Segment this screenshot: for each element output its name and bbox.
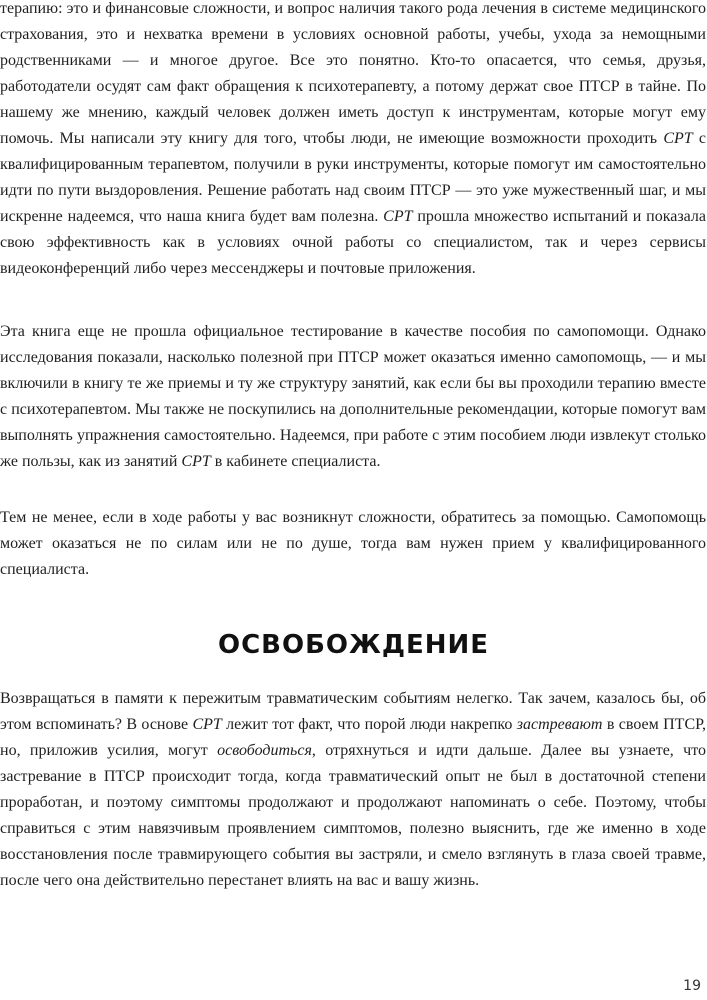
text-run: в кабинете специалиста. [210,453,381,470]
section-heading: ОСВОБОЖДЕНИЕ [217,630,490,660]
paragraph-2 [0,319,706,475]
italic-term: освободиться [217,742,312,759]
italic-term: застревают [516,716,603,733]
text-run: терапию: это и финансовые сложности, и вопрос наличия такого рода лечения в системе медицинского страхования, это и нехватка времени в условиях основной работы, учебы, ухода за немощными родственниками — и многое другое. Все это понятно. Кто-то опасается, что семья, друзья, работодатели осудят сам факт обращения к психотерапевту, а потому держат свое ПТСР в тайне. По нашему же мнению, каждый человек должен иметь доступ к инструментам, которые могут ему помочь. Мы написали эту книгу для того, чтобы люди, не имеющие возможности проходить [0,0,706,147]
text-run: прошла множество испытаний и показала свою эффективность как в условиях очной работы со специалистом, так и через сервисы видеоконференций либо через мессенджеры и почтовые приложения. [0,208,707,277]
text-run: Эта книга еще не прошла официальное тестирование в качестве пособия по самопомощи. Однако исследования показали, насколько полезной при ПТСР может оказаться именно самопомощь, — и мы включили в книгу те же приемы и ту же структуру занятий, как если бы вы проходили терапию вместе с психотерапевтом. Мы также не поскупились на дополнительные рекомендации, которые помогут вам выполнять упражнения самостоятельно. Надеемся, при работе с этим пособием люди извлекут столько же пользы, как из занятий [0,323,706,470]
text-run: в своем ПТСР, но, приложив усилия, могут [0,716,707,759]
paragraph-4 [0,686,706,894]
text-run: с квалифицированным терапевтом, получили в руки инструменты, которые помогут им самостоятельно идти по пути выздоровления. Решение работать над своим ПТСР — это уже мужественный шаг, и мы искренне надеемся, что наша книга будет вам полезна. [0,130,706,225]
italic-term: CPT [663,130,693,147]
italic-term: CPT [383,208,413,225]
paragraph-3 [0,505,706,583]
text-run: лежит тот факт, что порой люди накрепко [221,716,517,733]
italic-term: CPT [192,716,222,733]
paragraph-1 [0,0,706,282]
text-run: , отряхнуться и идти дальше. Далее вы узнаете, что застревание в ПТСР происходит тогда, когда травматический опыт не был в достаточной степени проработан, и поэтому симптомы продолжают и продолжают напоминать о себе. Поэтому, чтобы справиться с этим навязчивым проявлением симптомов, полезно выяснить, где же именно в ходе восстановления после травмирующего события вы застряли, и смело взглянуть в глаза своей травме, после чего она действительно перестанет влиять на вас и вашу жизнь. [0,742,706,889]
page-number: 19 [683,978,701,994]
italic-term: CPT [181,453,211,470]
text-run: Возвращаться в памяти к пережитым травматическим событиям нелегко. Так зачем, казалось бы, об этом вспоминать? В основе [0,690,706,733]
text-run: Тем не менее, если в ходе работы у вас возникнут сложности, обратитесь за помощью. Самопомощь может оказаться не по силам или не по душе, тогда вам нужен прием у квалифицированного специалиста. [0,509,706,578]
